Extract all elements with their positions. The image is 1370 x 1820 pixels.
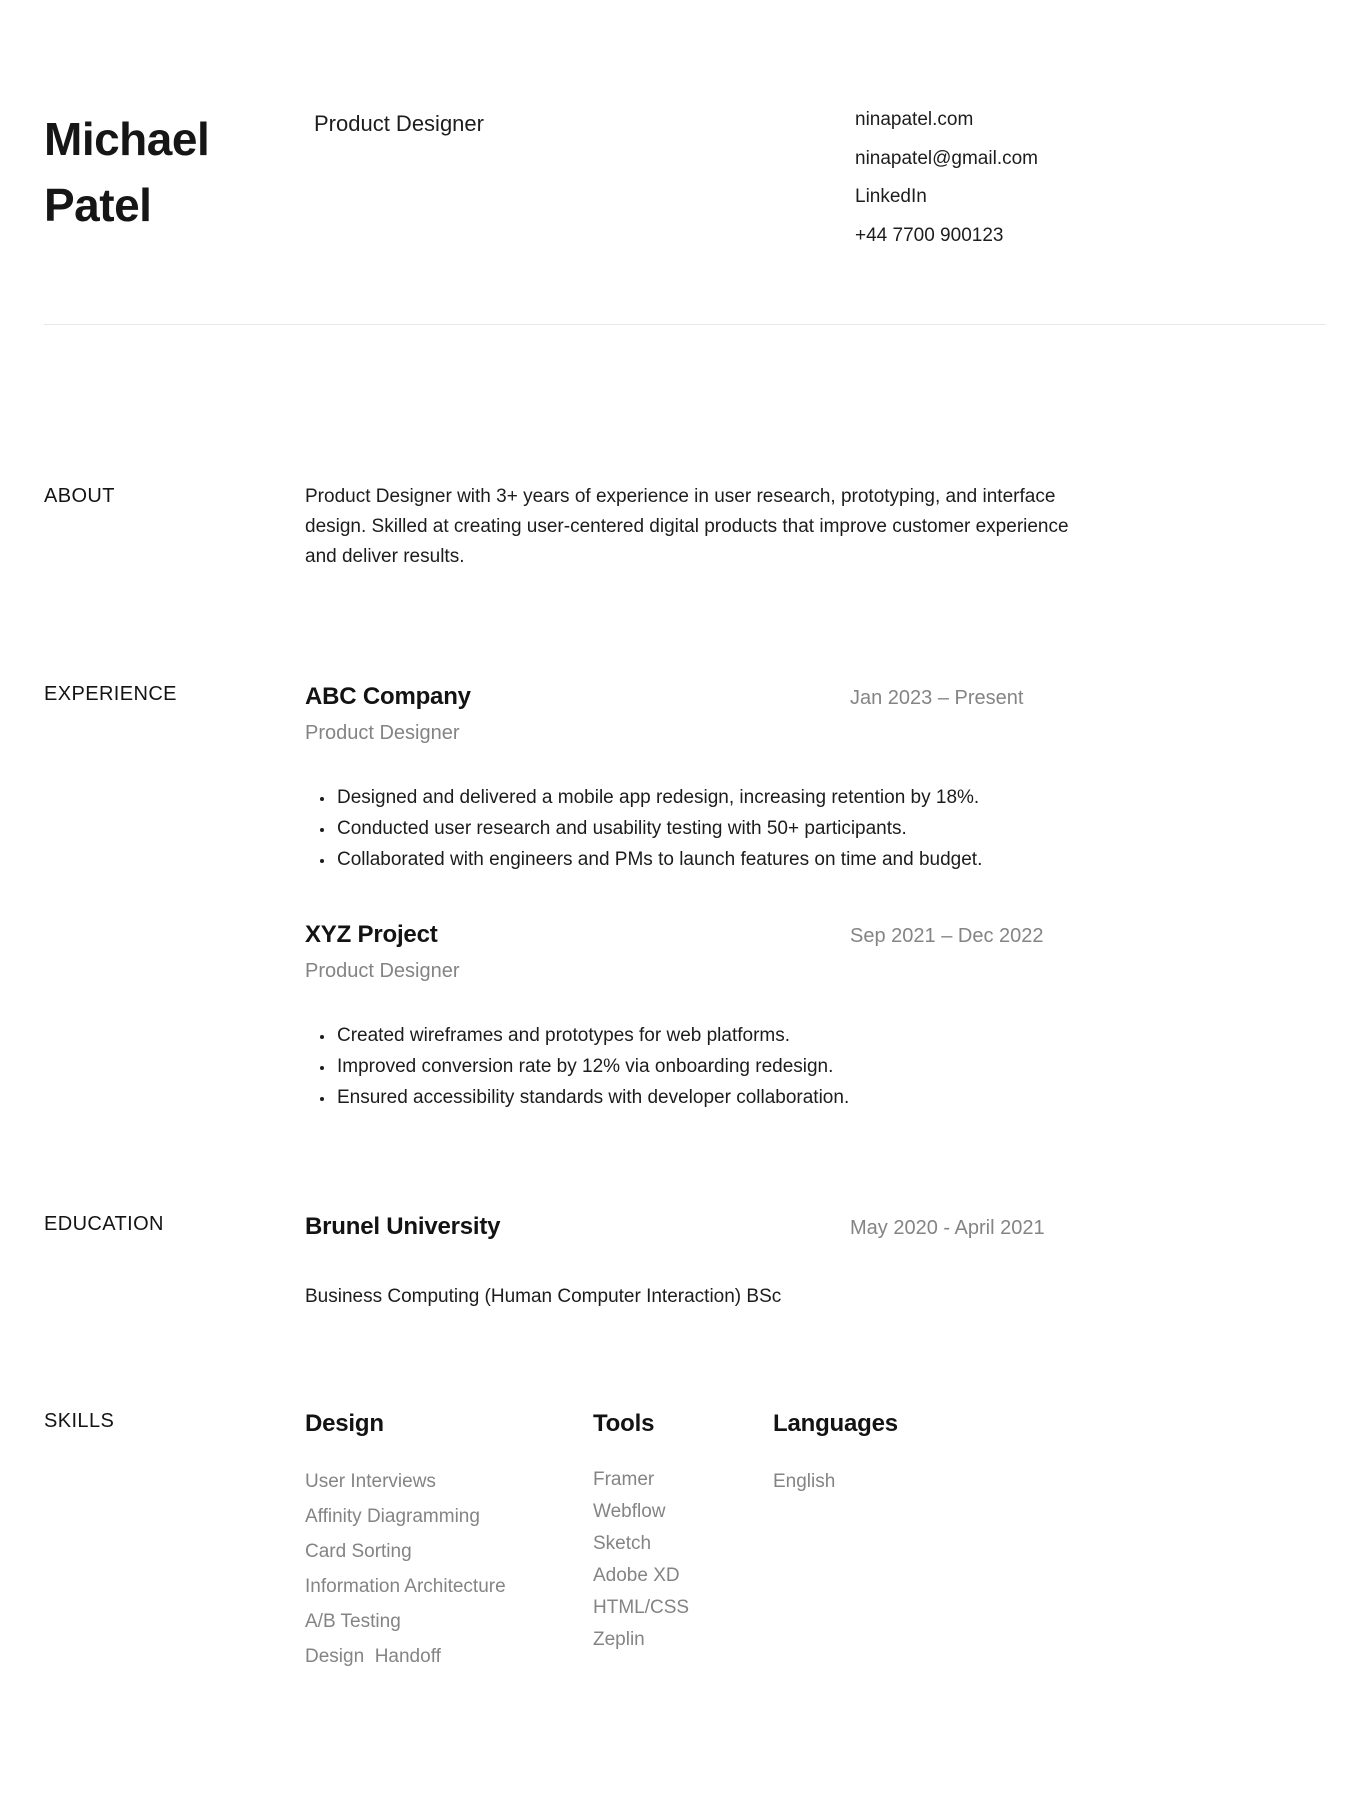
skill-item: Information Architecture: [305, 1576, 506, 1597]
about-text: Product Designer with 3+ years of experience in user research, prototyping, and interface design. Skilled at creating user-centered digital products that improve customer experience and deliver results.: [305, 486, 1069, 567]
skill-item: Framer: [593, 1469, 655, 1490]
candidate-job-title: Product Designer: [314, 111, 484, 136]
skill-category-title: Tools: [593, 1410, 655, 1437]
experience-section: [44, 680, 1326, 1113]
entry-role: Product Designer: [305, 722, 460, 744]
skills-column-languages: [773, 1407, 1326, 1499]
email-link[interactable]: ninapatel@gmail.com: [855, 147, 1038, 169]
entry-role: Product Designer: [305, 960, 460, 982]
section-label-skills: SKILLS: [44, 1410, 115, 1432]
entry-bullets: [305, 782, 1326, 875]
education-entry: [305, 1210, 1326, 1312]
bullet-item: • Improved conversion rate by 12% via onboarding redesign.: [335, 1051, 1326, 1082]
header-divider: [44, 324, 1326, 325]
school-name: Brunel University: [305, 1213, 501, 1240]
experience-entry: [305, 680, 1326, 875]
entry-header: [305, 918, 1326, 952]
skill-item: User Interviews: [305, 1471, 436, 1492]
education-section: [44, 1210, 1326, 1312]
section-label-experience: EXPERIENCE: [44, 683, 177, 705]
skill-item: Affinity Diagramming: [305, 1506, 480, 1527]
skills-columns: [305, 1407, 1326, 1674]
skill-list: [773, 1464, 1326, 1499]
bullet-item: • Collaborated with engineers and PMs to launch features on time and budget.: [335, 844, 1326, 875]
skill-item: Design Handoff: [305, 1646, 441, 1667]
skill-category-title: Design: [305, 1410, 384, 1437]
skill-list: [593, 1464, 773, 1656]
skill-category-title: Languages: [773, 1410, 898, 1437]
about-content: [305, 482, 1326, 572]
linkedin-link[interactable]: LinkedIn: [855, 186, 927, 207]
skill-item: Adobe XD: [593, 1565, 680, 1586]
skills-section: [44, 1407, 1326, 1674]
education-dates: May 2020 - April 2021: [850, 1217, 1045, 1239]
degree-name: Business Computing (Human Computer Interaction) BSc: [305, 1286, 782, 1307]
about-section: [44, 482, 1326, 572]
phone-number: +44 7700 900123: [855, 224, 1004, 246]
website-link[interactable]: ninapatel.com: [855, 109, 974, 130]
skill-item: English: [773, 1471, 836, 1492]
section-label-education: EDUCATION: [44, 1213, 164, 1235]
skills-column-design: [305, 1407, 593, 1674]
bullet-item: • Created wireframes and prototypes for web platforms.: [335, 1020, 1326, 1051]
entry-header: [305, 1210, 1326, 1244]
skills-column-tools: [593, 1407, 773, 1656]
candidate-name: Michael Patel: [44, 113, 210, 231]
entry-header: [305, 680, 1326, 714]
entry-dates: Jan 2023 – Present: [850, 687, 1024, 709]
skill-item: Card Sorting: [305, 1541, 412, 1562]
entry-bullets: [305, 1020, 1326, 1113]
education-content: [305, 1210, 1326, 1312]
skill-item: HTML/CSS: [593, 1597, 690, 1618]
experience-entry: [305, 918, 1326, 1113]
experience-content: [305, 680, 1326, 1113]
entry-dates: Sep 2021 – Dec 2022: [850, 925, 1044, 947]
company-name: XYZ Project: [305, 921, 438, 948]
bullet-item: • Conducted user research and usability testing with 50+ participants.: [335, 813, 1326, 844]
bullet-item: • Ensured accessibility standards with developer collaboration.: [335, 1082, 1326, 1113]
bullet-item: • Designed and delivered a mobile app redesign, increasing retention by 18%.: [335, 782, 1326, 813]
skill-item: Sketch: [593, 1533, 652, 1554]
resume-header: [44, 0, 1326, 255]
skill-list: [305, 1464, 593, 1674]
company-name: ABC Company: [305, 683, 471, 710]
skill-item: A/B Testing: [305, 1611, 401, 1632]
contact-info: [855, 101, 1326, 255]
section-label-about: ABOUT: [44, 485, 115, 507]
skill-item: Webflow: [593, 1501, 666, 1522]
skill-item: Zeplin: [593, 1629, 645, 1650]
